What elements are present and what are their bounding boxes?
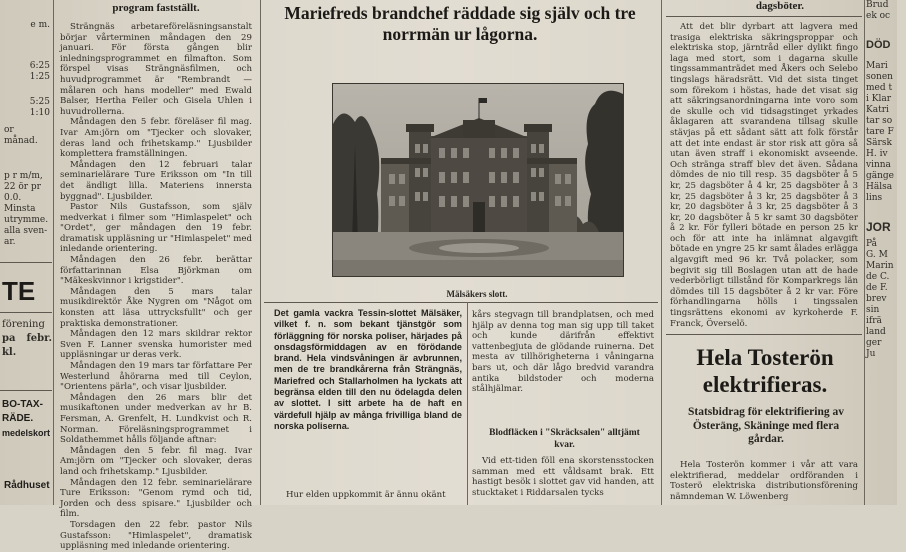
right-margin-line: med t [866,83,893,93]
left-margin-line: alla sven- [4,226,48,236]
right-margin-line: sonen [866,72,893,82]
left-margin-sub: RÄDE. [2,413,34,424]
story-end: Vid ett-tiden föll ena skorstensstocken samman med ett våldsamt brak. Ett hastigt besök i slottet gav vid handen, att stucktaket i Riddarsalen tycks [472,456,654,498]
right-margin-line: vinna [866,160,891,170]
right-margin-line: ger [866,338,882,348]
right-margin-line: land [866,327,886,337]
right-margin-line: tare F [866,127,894,137]
right-margin-line: lins [866,193,883,203]
right-margin-line: Marin [866,261,894,271]
right-margin-line: JOR [866,220,891,234]
right-margin-line: tar so [866,116,893,126]
paragraph: Måndagen den 12 mars skildrar rektor Sven F. Lanner svenska humorister med uppläsningar ur deras verk. [60,329,252,361]
story-continued: kårs stegvagn till brandplatsen, och med hjälp av denna tog man sig upp till taket och kunde därifrån effektivt vattenbegjuta de glödande ruinerna. Det mesta av tillhörigheterna i våningarna bars ut, och där lågo bredvid varandra antika bildstoder och moderna stålhjälmar. [472,310,654,395]
left-margin-line: p r m/m, [4,171,43,181]
left-margin-line: 1:25 [29,72,50,82]
left-margin-sub: förening [2,319,45,330]
left-margin-line: 5:25 [29,97,50,107]
right-margin-line: i Klar [866,94,892,104]
left-margin-heading: TE [2,276,36,306]
left-margin-line: 1:10 [29,108,50,118]
right-margin-line: gänge [866,171,895,181]
headline: Mariefreds brandchef räddade sig själv och tre norrmän ur lågorna. [284,3,636,44]
paragraph: Strängnäs arbetareföreläsningsanstalt börjar vårterminen måndagen den 29 januari. För första gången blir inledningsprogrammet en filmafton. Som förspel visas Strängnäsfilmen, och huvudprogrammet är "Rembrandt — målaren och hans modeller" med Ewald Balser, Hertha Feiler och Gisela Uhlen i huvudrollerna. [60,22,252,117]
left-margin-line: e m. [30,20,50,30]
left-margin-column [0,0,52,505]
column-fire-story [264,0,658,505]
right-margin-line: På [866,239,878,249]
left-margin-sub: Rådhuset [4,480,50,491]
castle-photo [332,83,624,277]
right-margin-line: Mari [866,61,888,71]
paragraph: Måndagen den 19 mars tar författare Per Westerlund åhörarna med till Ceylon, "Orientens pärla", och visar ljusbilder. [60,361,252,393]
photo-caption: Mälsäkers slott. [446,289,508,299]
electrification-headline: Hela Tosterön elektrifieras. [696,345,834,397]
left-margin-line: ar. [4,237,16,247]
electrification-subhead: Statsbidrag för elektrifiering av Österäng, Skäninge med flera gårdar. [688,406,844,445]
paragraph: Måndagen den 5 mars talar musikdirektör Åke Nygren om "Något om konsten att läsa uttrycksfullt" och ger praktiska demonstrationer. [60,286,252,329]
left-margin-line: or månad. [4,125,38,146]
right-margin-line: de C. [866,272,890,282]
right-margin-line: Katri [866,105,889,115]
column-header: program fastställt. [112,2,200,14]
right-margin-line: DÖD [866,39,891,51]
paragraph: Måndagen den 26 mars blir det musikaftonen under medverkan av hr B. Fersman, A. Grenfelt, H. Lundkvist och R. Norman. Föreläsningsprogrammet i Soldathemmet hålls följande aftnar: [60,392,252,446]
castle-illustration [333,84,623,276]
subheading-blood-stains: Blodfläcken i "Skräcksalen" alltjämt kvar. [489,428,640,450]
right-margin-line: Särsk [866,138,892,148]
right-margin-line: Hälsa [866,182,893,192]
column-program [58,0,254,552]
paragraph: Måndagen den 12 febr. seminarielärare Ture Eriksson: "Genom rymd och tid, Jorden och dess spisare." Ljusbilder och film. [60,477,252,520]
column-header: dagsböter. [755,0,804,12]
right-margin-line: Brud [866,0,889,10]
paragraph: Pastor Nils Gustafsson, som själv medverkat i filmer som "Himlaspelet" och "Ordet", ger måndagen den 19 febr. dramatisk uppläsning ur "Himlaspelet" med inledande orientering. [60,202,252,255]
right-margin-line: G. M [866,250,888,260]
right-margin-column [866,0,897,505]
left-margin-line: 22 ör pr [4,182,41,192]
left-margin-sub: BO-TAX- [2,399,43,410]
right-margin-line: Ju [866,349,876,359]
left-margin-line: utrymme. [4,215,49,225]
paragraph: Måndagen den 5 febr. föreläser fil mag. Ivar Am:jörn om "Tjecker och slovaker, deras land och frihetskamp." Ljusbilder komplettera framställningen. [60,117,252,160]
left-margin-sub: pa febr. kl. [2,333,52,358]
right-margin-line: sin [866,305,880,315]
right-margin-line: ek oc [866,11,891,21]
court-report: Att det blir dyrbart att lagvera med trasiga elektriska säkringsproppar och elektriska stop, järntråd eller dylikt fingo laga med stort, som i dagarna skulle tingssammanträdet med Åkers och Selebo tingslags häradsrätt. Vid det sista tinget som förekom i höstas, hade det visat sig att säkringsanordningarna inte voro som de skulle och vid tidsagstinget yrkades åklagaren att svarandena tillsag skulle stävjas på ett sådant sätt att folk förstår att det inte endast är stor risk att göra så utan även straff i ekonomiskt avseende. Och stränga straff blev det även. Sådana dömdes de nio till resp. 35 dagsböter å 5 kr, 25 dagsböter å 4 kr, 25 dagsböter å 3 kr, 25 dagsböter å 3 kr, 25 dagsböter å 3 kr, 20 dagsböter å 3 kr, 25 dagsböter å 3 kr, 20 dagsböter å 5 kr samt 30 dagsböter å 2 kr. För fylleri bötade en person 25 kr och för att inte ha inlämnat algavgift bötade en yngre 25 kr samt ålades erlägga algavgift med 96 kr. Två polacker, som begivit sig till Boslagen utan att de hade vederbörligt tillstånd för Komparkregs län dömdes till 15 dagsböter å 2 kr var. Före förhandlingarna hölls i tingssalen tingsrättens ekonomi av kyrkoherde F. Franck, Överselö. [670,22,858,329]
paragraph: Torsdagen den 22 febr. pastor Nils Gustafsson: "Himlaspelet", dramatisk uppläsning med inledande orientering. [60,519,252,552]
left-margin-line: 6:25 [29,61,50,71]
right-margin-line: ifrä [866,316,882,326]
column-electricity [666,0,862,505]
body-start: Hur elden uppkommit är ännu okänt [286,490,446,500]
left-margin-line: 0.0. Minsta [4,193,36,214]
paragraph: Måndagen den 5 febr. fil mag. Ivar Am:jörn om "Tjecker och slovaker, deras land och frihetskamp." Ljusbilder. [60,445,252,477]
paragraph: Måndagen den 12 februari talar seminarielärare Ture Eriksson om "In till det ändligt lilla. Materiens innersta byggnad". Ljusbilder. [60,159,252,202]
right-margin-line: brev [866,294,887,304]
electrification-body: Hela Tosterön kommer i vår att vara elektrifierad, meddelar ordföranden i Tosterö elektriska distributionsförening nämndeman W. Löwenberg [670,460,858,502]
right-margin-line: de F. [866,283,888,293]
paragraph: Måndagen den 26 febr. berättar författarinnan Elsa Björkman om "Mäkeskvinnor i krigstider". [60,255,252,287]
right-margin-line: H. iv [866,149,888,159]
left-margin-sub: medelskort [2,428,51,438]
lead-paragraph: Det gamla vackra Tessin-slottet Mälsäker, vilket f. n. som bekant tjänstgör som förläggning för norska poliser, härjades på onsdagsförmiddagen av en förödande brand. Hela vindsvåningen är avbrunnen, men de tre brandkårerna från Strängnäs, Mariefred och Stallarholmen ha lyckats att begränsa elden till den nu ödelagda delen av slottet. I sitt arbete ha de haft en värdefull hjälp av många frivilliga bland de norska poliserna. [274,308,462,431]
